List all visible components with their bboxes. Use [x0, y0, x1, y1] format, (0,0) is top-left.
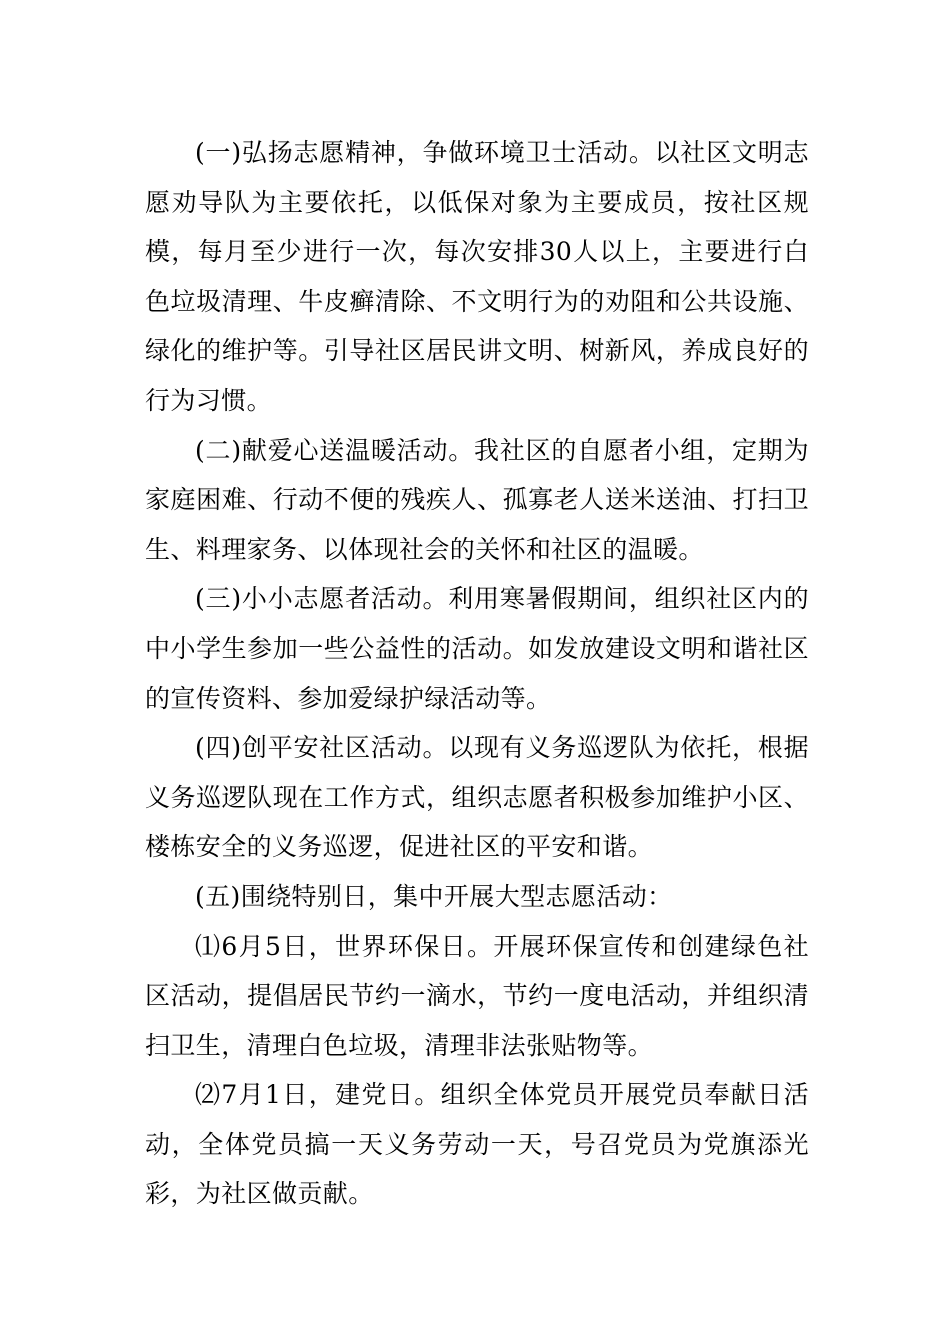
paragraph-3: (三)小小志愿者活动。利用寒暑假期间，组织社区内的中小学生参加一些公益性的活动。如发放建设文明和谐社区的宣传资料、参加爱绿护绿活动等。 — [145, 584, 809, 713]
document-body — [145, 128, 809, 1219]
paragraph-4: (四)创平安社区活动。以现有义务巡逻队为依托，根据义务巡逻队现在工作方式，组织志愿者积极参加维护小区、楼栋安全的义务巡逻，促进社区的平安和谐。 — [145, 733, 809, 862]
paragraph-5: (五)围绕特别日，集中开展大型志愿活动： — [195, 881, 673, 911]
paragraph-1: (一)弘扬志愿精神，争做环境卫士活动。以社区文明志愿劝导队为主要依托，以低保对象为主要成员，按社区规模，每月至少进行一次，每次安排30人以上，主要进行白色垃圾清理、牛皮癣清除、不文明行为的劝阻和公共设施、绿化的维护等。引导社区居民讲文明、树新风，养成良好的行为习惯。 — [145, 138, 809, 415]
paragraph-6: ⑴6月5日，世界环保日。开展环保宣传和创建绿色社区活动，提倡居民节约一滴水，节约一度电活动，并组织清扫卫生，清理白色垃圾，清理非法张贴物等。 — [145, 931, 809, 1060]
paragraph-2: (二)献爱心送温暖活动。我社区的自愿者小组，定期为家庭困难、行动不便的残疾人、孤寡老人送米送油、打扫卫生、料理家务、以体现社会的关怀和社区的温暖。 — [145, 435, 809, 564]
paragraph-7: ⑵7月1日，建党日。组织全体党员开展党员奉献日活动，全体党员搞一天义务劳动一天，号召党员为党旗添光彩，为社区做贡献。 — [145, 1080, 809, 1209]
